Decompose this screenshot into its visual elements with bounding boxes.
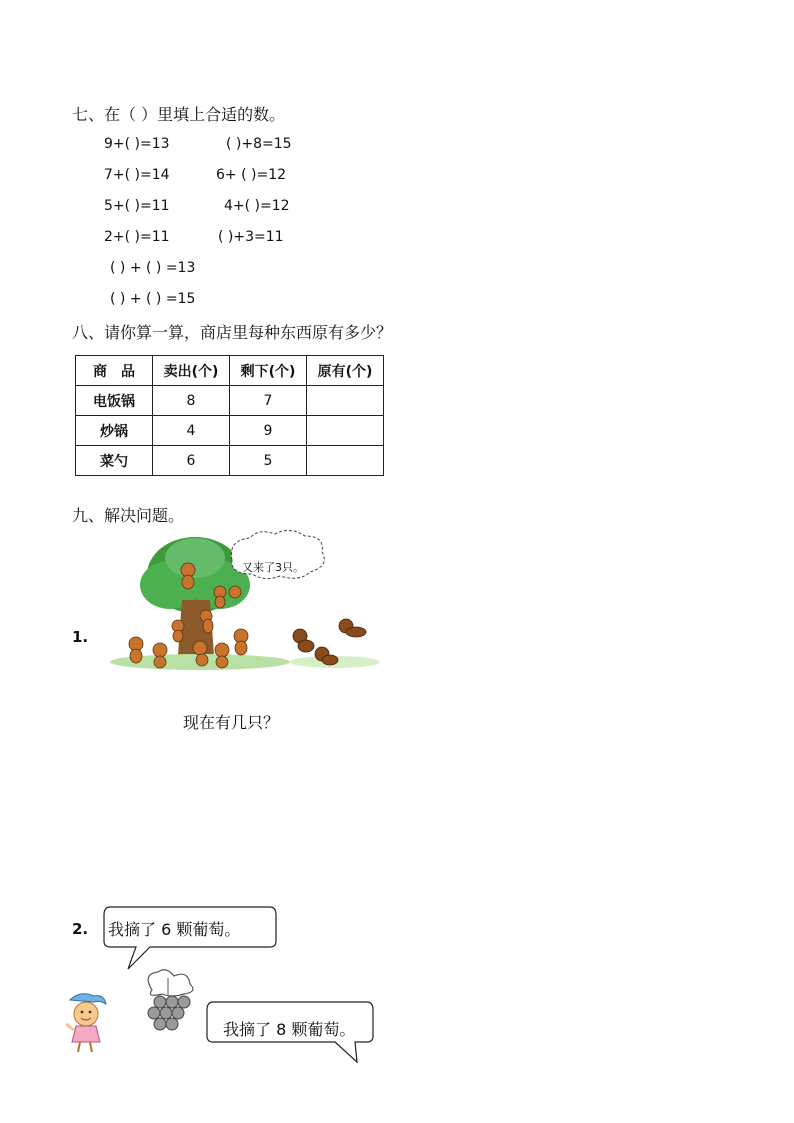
equation: ( )+8=15 [226, 136, 292, 152]
section8-title: 八、请你算一算，商店里每种东西原有多少？ [72, 323, 393, 342]
section7-title: 七、在（ ）里填上合适的数。 [72, 105, 286, 124]
question-number: 2. [72, 920, 89, 938]
table-cell: 7 [230, 386, 307, 416]
table-cell: 6 [153, 446, 230, 476]
table-cell: 4 [153, 416, 230, 446]
equation: ( )+3=11 [218, 229, 284, 245]
equation: 4+( )=12 [224, 198, 290, 214]
tree-monkeys-illustration [110, 530, 385, 680]
equation: 9+( )=13 [104, 136, 170, 152]
table-cell: 电饭锅 [76, 386, 153, 416]
column-header: 卖出(个) [153, 356, 230, 386]
equation: ( ) + ( ) =13 [110, 260, 196, 276]
table-cell [307, 446, 384, 476]
column-header: 商 品 [76, 356, 153, 386]
equation: 7+( )=14 [104, 167, 170, 183]
grapes-image [132, 968, 202, 1038]
section9-title: 九、解决问题。 [72, 506, 185, 525]
equation: ( ) + ( ) =15 [110, 291, 196, 307]
table-row [76, 416, 384, 446]
equation: 6+ ( )=12 [216, 167, 287, 183]
table-cell: 9 [230, 416, 307, 446]
table-cell: 5 [230, 446, 307, 476]
speech-bubble-text: 又来了3只。 [242, 561, 304, 574]
question-number: 1. [72, 628, 89, 646]
table-cell: 菜勺 [76, 446, 153, 476]
table-cell [307, 416, 384, 446]
equation: 2+( )=11 [104, 229, 170, 245]
table-cell [307, 386, 384, 416]
question-text: 现在有几只？ [183, 713, 280, 732]
speech-bubble-text: 我摘了 6 颗葡萄。 [108, 920, 241, 939]
speech-bubble-text: 我摘了 8 颗葡萄。 [223, 1020, 356, 1039]
table-cell: 8 [153, 386, 230, 416]
goods-table [75, 355, 384, 476]
equation: 5+( )=11 [104, 198, 170, 214]
table-header-row [76, 356, 384, 386]
column-header: 剩下(个) [230, 356, 307, 386]
table-row [76, 386, 384, 416]
girl-character-image [60, 990, 115, 1055]
column-header: 原有(个) [307, 356, 384, 386]
table-cell: 炒锅 [76, 416, 153, 446]
table-row [76, 446, 384, 476]
